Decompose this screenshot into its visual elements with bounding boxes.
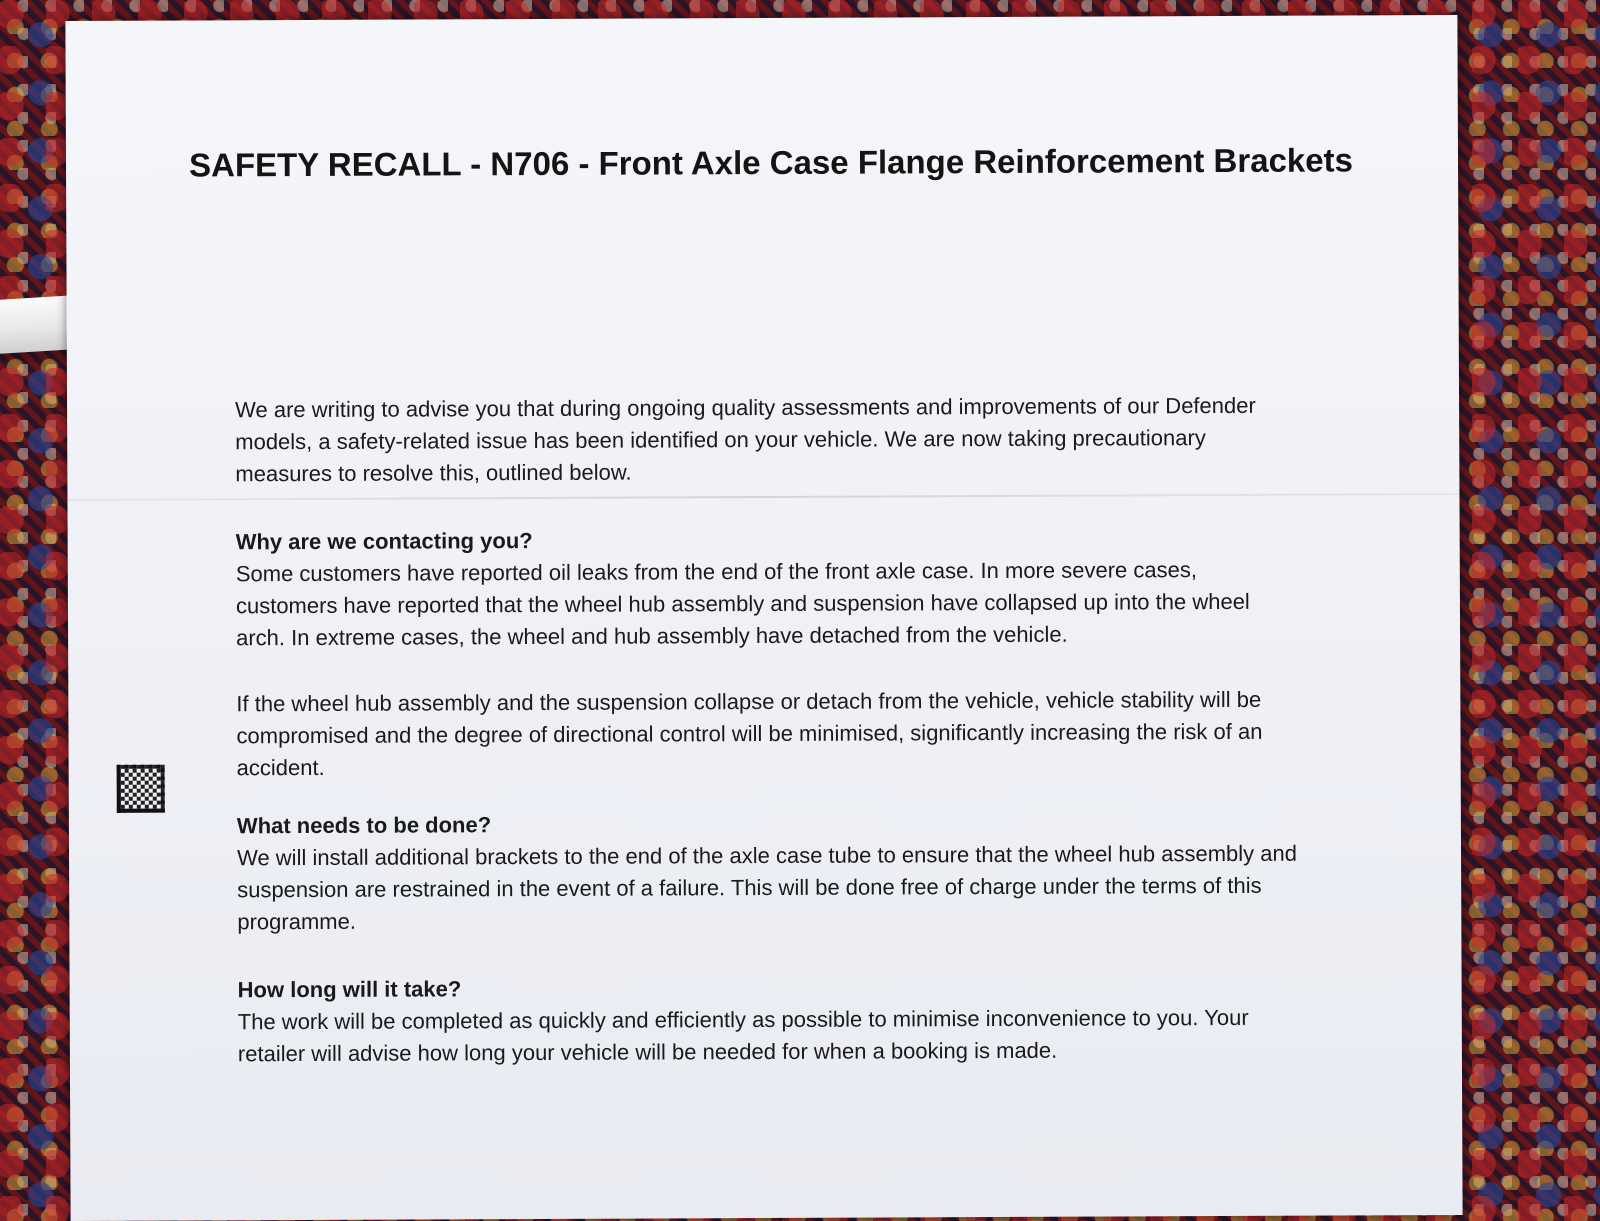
section-body: We will install additional brackets to the end of the axle case tube to ensure that the wheel hub assembly and suspension are restrained in the event of a failure. This will be done free of charge under the terms of this programme. [236, 840, 1297, 935]
recall-letter [65, 15, 1462, 1221]
section-body: Some customers have reported oil leaks from the end of the front axle case. In more severe cases, customers have reported that the wheel hub assembly and suspension have collapsed up into the wheel arch. In extreme cases, the wheel and hub assembly have detached from the vehicle. [235, 557, 1250, 651]
section-risk [236, 684, 1296, 785]
section-body: The work will be completed as quickly and efficiently as possible to minimise inconvenience to you. Your retailer will advise how long your vehicle will be needed for when a booking is made. [237, 1004, 1249, 1067]
section-heading: What needs to be done? [236, 812, 492, 839]
section-what-needs-done [237, 806, 1298, 939]
section-how-long [238, 970, 1298, 1071]
paper-fold-line [67, 493, 1459, 501]
section-body: If the wheel hub assembly and the suspension collapse or detach from the vehicle, vehicle stability will be compromised and the degree of directional control will be minimised, significantly increasing the risk of an accident. [236, 686, 1263, 781]
letter-title: SAFETY RECALL - N706 - Front Axle Case Flange Reinforcement Brackets [188, 141, 1354, 184]
datamatrix-code-icon [117, 765, 165, 813]
section-why-contacting [236, 522, 1297, 655]
section-heading: How long will it take? [237, 976, 462, 1003]
intro-paragraph: We are writing to advise you that during ongoing quality assessments and improvements of our Defender models, a safety-related issue has been identified on your vehicle. We are now taking precautionary measures to resolve this, outlined below. [235, 392, 1256, 487]
section-heading: Why are we contacting you? [235, 528, 533, 555]
